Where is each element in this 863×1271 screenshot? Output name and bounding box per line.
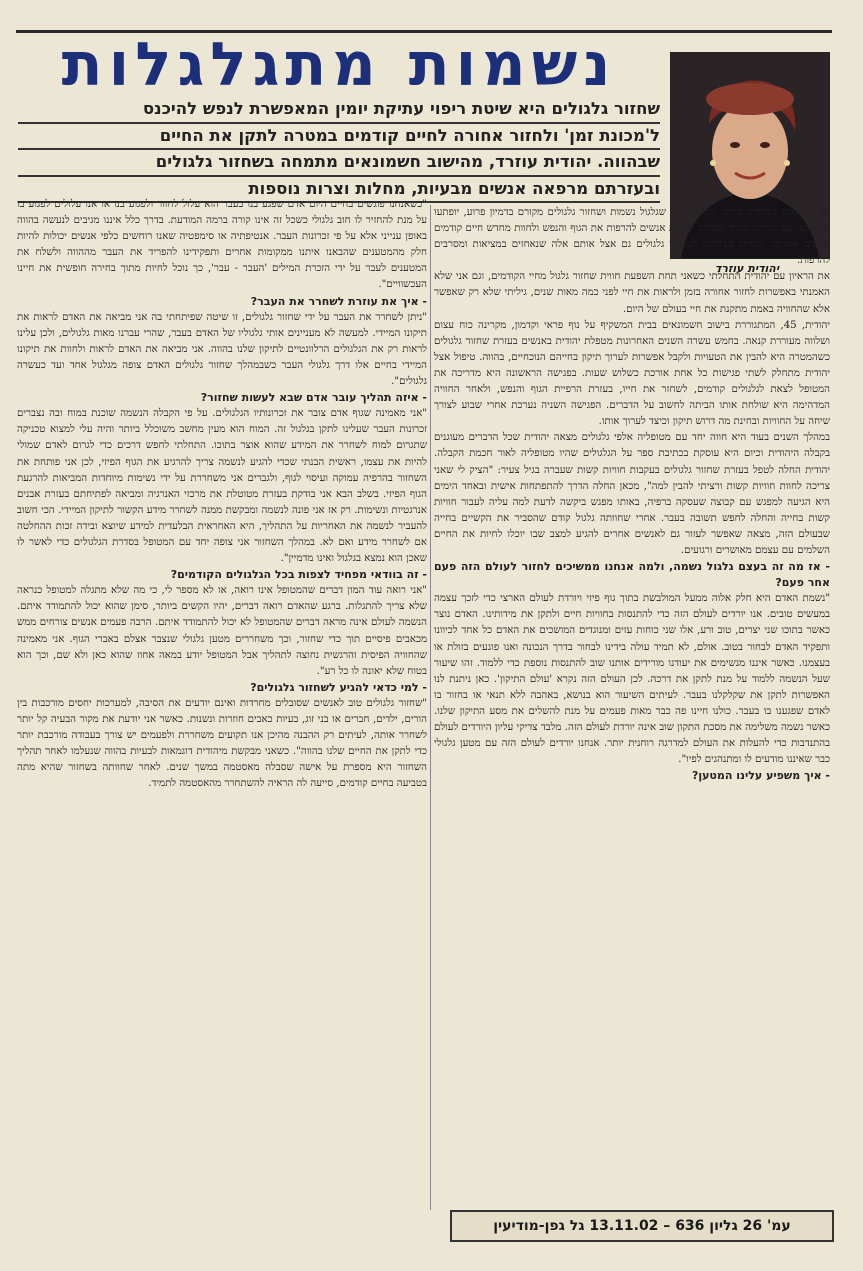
paragraph: גם הספקנים הגדולים ביותר שמשוכנעים שגלגול נשמות ושחזור גלגולים מקורם בדמיון פרוע, יופתעו כשיפגשו עם יהודית עוזרד שעזרה למאות אנשים להרפות את הגוף והנפש ולחוות מחדש חיים קודמים בזמנים אחרים. יהודית מצליחה לשחזור גלגולים גם אצל אותם אלה שנאחזים במציאות ומסרבים להרפות. bbox=[434, 207, 830, 267]
paragraph: "שחזור גלגולים טוב לאנשים שסובלים מחרדות ואינם יודעים את הסיבה, למערכות יחסים מורכבות בין הורים, ילדים, חברים או בני זוג, בעיות כאבים חוזרות ונשנות. כאשר אני יודעת את מקור הבעיה קל יותר לשחרר אותה, לעיתים רק ההבנה מהיכן אנו תקועים משחררת ולפעמים יש צורך בעבודה מורכבת יותר כדי לתקן את החיים שלנו בהווה". כשאני מבקשת מיהודית דוגמאות לבעיות בהווה שנעלמו לאחר תהליך השחזור היא מספרת על אישה שסבלה מאסטמה במשך שנים. לאחר שחוותה בשחזור שהיא מתה בטביעה בחיים קודמים, סייעה לה הראיה להשתחרר מהאסטמה לתמיד. bbox=[17, 697, 427, 790]
deck-line: שחזור גלגולים היא שיטת ריפוי עתיקת יומין המאפשרת לנפש להיכנס bbox=[18, 97, 660, 124]
page-footer: עמ' 26 גליון 636 – 13.11.02 גל גפן-מודיעין bbox=[450, 1210, 834, 1242]
paragraph: "ניתן לשחרר את העבר על ידי שחזור גלגולים, זו שיטה שפיתחתי בה אני מביאה את האדם לראות את תיקונו המיידי. למעשה לא מעניינים אותי גלגוליו של האדם בעבר, שהרי עברנו מאות גלגולים, ולכן עלינו לראות רק את הגלגולים הרלוונטיים לתיקון שלנו בהווה. אני מביאה את האדם לראות ולחוות את תיקונו המיידי בחיים אלו דרך גלגולי העבר כשבמהלך שחזור גלגולים האדם צופה מגלגול אחד ועד כעשרה גלגולים". bbox=[17, 311, 427, 388]
paragraph: "נשמת האדם היא חלק אלוה ממעל המולבשת בתוך גוף פיזי ויורדת לעולם הארצי כדי לזכך עצמה במעשים טובים. אנו יורדים לעולם הזה כדי להתנסות בחוויות חיים ולתקן את מידותינו. האדם נוצר כאשר בתוכו שני יצרים, טוב ורע, אלו שני כוחות עזים ומנוגדים המושכים את האדם כל אחד לכיוונו ותפקיד האדם לבחור בטוב. אולם, לא תמיד עולה בידינו לבחור בדרך הנכונה ואנו פוגעים בזולת או בעצמנו. כאשר איננו מגשימים את יעודנו מורידים אותנו שוב להתנסות נוספת כדי ללמוד. זהו שיעור שעל הנשמה ללמוד על מנת לתקן את דרכה. לכן העולם הזה נקרא 'עולם התיקון'. כאן ניתנת לנו האפשרות לתקן את שקלקלנו בעבר. לעיתים השיעור הוא בנושא, באהבה ללא תנאי או בחזור בו לאדם שפגענו בו בעבר. כולנו חיינו פה כבר מאות פעמים על מנת להשלים את מסע התיקון שלנו. כאשר נשמה משלימה את מסכת התקון שוב אינה יורדת לעולם הזה. מלבד צדיקי עליון היורדים לעולם בהתנדבות כדי להעלות את העולם למדרגה רוחנית יותר. אנחנו יורדים לעולם הזה עם מטען גלגולי כבר שאיננו מודעים לו ומתנהגים לפיו". bbox=[434, 593, 830, 766]
paragraph: את הראיון עם יהודית התחלתי כשאני תחת השפעת חווית שחזור גלגול מחיי הקודמים, וגם אני שלא האמנתי באפשרות לחזור אחורה בזמן ולראות את חיי לפני כמה מאות שנים, גיליתי שלא רק שאפשר אלא שהחוויה באמת מתקנת את חיי בעולם של היום. bbox=[434, 271, 830, 315]
interview-question: - אז מה זה בעצם גלגול נשמה, ולמה אנחנו ממשיכים לחזור לעולם הזה פעם אחר פעם? bbox=[434, 560, 830, 590]
photo-caption: יהודית עוזרד bbox=[714, 262, 780, 275]
paragraph: "אני מאמינה שגוף אדם צובר את זכרונותיו הגלגולים. על פי הקבלה הנשמה שוכנת במוח ובה נצברים זכרונות העבר שעלינו לתקן בגלגול זה. המוח הוא מעין מחשב משוכלל ביותר והיה עלי למצוא טכניקה שתגרום למוח לשחרר את המידע שהוא אוצר בתוכו. התחלתי לחפש דרכים כדי לגרום לאדם שמולי להיות את עצמו, ראשית הבנתי שכדי להגיע לנשמה צריך להרגיע את הגוף הפיזי, לכן אני פותחת את השחזור בהרפיה עמוקה ועיסוי לגוף, ולגברים אני משחררת על ידי נשימות מיוחדות המביאות להרגעת הגוף הפיזי. בשלב הבא אני בודקת בעזרת מטוטלת את מרכזי האנרגיה ומביאה לפתיחתם בעזרת אבנים אנרגטיות ונשימות. רק אז אני פונה לנשמה ומבקשת ממנה לשחרר מידע הקשור לתיקון המיידי. הכי חשוב להעביר לנשמה את האחריות על התהליך, היא האחראית הבלעדית למידע שיוצא ובידה זכות ההחלטה אם לשחרר מידע ואם לא. במהלך השחזור אני צופה יחד עם המטופל בסדרת הגלגולים כדי לאשר לו שאכן הוא נמצא בגלגול ואינו מדמיין". bbox=[17, 408, 427, 565]
article-column-left bbox=[17, 197, 427, 1202]
top-rule bbox=[16, 30, 832, 33]
interview-question: - זה בוודאי מפחיד לצפות בכל הגלגולים הקודמים? bbox=[170, 568, 427, 582]
article-deck bbox=[18, 97, 660, 197]
headline: נשמות מתגלגלות bbox=[61, 34, 617, 96]
deck-line: ובעזרתם מרפאה אנשים מבעיות, מחלות וצרות נוספות bbox=[18, 177, 660, 204]
deck-line: שבהווה. יהודית עוזרד, מהישוב חשמונאים מתמחה בשחזור גלגולים bbox=[18, 150, 660, 177]
article-column-right bbox=[434, 205, 830, 1210]
paragraph: "כשאנחנו פוגשים בחיים היום אדם שפגע בנו בעבר הוא עלול לחזור ולפגוע בנו או אנו עלולים לפגוע בו על מנת להחזיר לו חוב גלגולי כשכל זה אינו קורה ברמה המודעת. בדרך כלל איננו מגיבים לנעשה בהווה באופן ענייני אלא על פי זכרונות העבר. אנטיפתיה או סימפטיה שאנו רוחשים כלפי אנשים יכולות להיות חלק מהמטענים שהבאנו איתנו ממקומות אחרים ותפקידינו להפריד את העבר מההווה ולשלח את המטענים לעבר על ידי הזכרת המילים 'העבר - עבר', כך נוכל לחיות מתוך בחירה חופשית את חיינו העכשוויים". bbox=[17, 199, 427, 291]
deck-line: ל'מכונת זמן' ולחזור אחורה לחיים קודמים במטרה לתקן את החיים bbox=[18, 124, 660, 151]
paragraph: "אני רואה עוד המון דברים שהמטופל אינו רואה, או לא מספר לי, כי מה שלא מתגלה למטופל כנראה שלא צריך להתגלות. ברגע שהאדם רואה דברים, יהיו הקשים ביותר, סימן שהוא יכול להתמודד איתם. הנשמה לעולם אינה מראה דברים שהמטופל לא יכול להתמודד איתם. הרבה פעמים אנשים צורחים ממש מכאבים פיסיים תוך כדי שחזור, וכך משחררים מטען גלגולי שנצבר אצלם באברי הגוף. אני מאמינה שהחוויה הפיסית והרגשית נחוצה לתהליך אבל המטופל יודע במאה אחוז שהוא כאן ולא שם, וכך הוא בטוח שלא יאונה לו כל רע". bbox=[17, 585, 427, 677]
paragraph: יהודית, 45, המתגוררת בישוב חשמונאים בבית המשקיף על נוף פראי וקדמון, מקרינה כוח עצום ושלווה מעוררת קנאה. בחמש עשרה השנים האחרונות מטפלת יהודית באנשים בעזרת שחזור גלגולים כשהמטרה היא להבין את הטעויות ולקבל אפשרות לערוך תיקון בחייהם הנוכחיים, בהווה. טיפול אצל יהודית מתחלק לשתי פגישות כל אחת אורכת כשלוש שעות. בפגישה הראשונה היא מדריכה את המטופל לצאת לגלגולים קודמים, לשחזר את חייו, בעזרת הרפיית הגוף והנפש, ולאחר החוויה המדהימה היא שולחת אותו הביתה לחשוב על הדברים. הפגישה השניה נערכת אחרי שבוע לצורך שיחה על החוויות ובחינת מה דרוש תיקון וכיצד לערוך אותו. bbox=[434, 319, 830, 428]
column-divider bbox=[430, 205, 431, 1210]
interview-question: - איך את עוזרת לשחרר את העבר? bbox=[250, 294, 427, 308]
interview-question: - למי כדאי להגיע לשחזור גלגולים? bbox=[250, 680, 427, 694]
paragraph: במהלך השנים בעוד היא חווה יחד עם מטופליה אלפי גלגולים מצאה יהודית שכל הדברים מעוגנים בקבלה היהודית וכיום היא עוסקת בכתיבת ספר על הגלגולים שהיו מטופליה לאור חכמת הקבלה. יהודית החלה לטפל בעזרת שחזור גלגולים בעקבות חוויות קשות שעברה בגיל צעיר: "הציק לי שאני צריכה לחוות חוויות קשות ורציתי להבין למה", מכאן החלה הדרך להתפתחות אישית ובאחד הימים היא הגיעה למפגש עם קבוצה שעסקה ברפיה, באותו מפגש ביקשה לדעת למה עליה לעבור חוויות קשות בחייה והחלה לחפש תשובה בעבר. אחרי שחוותה גלגול קודם שהסביר את הקשיים בחייה שבעולם הזה, מצאה שאפשר לעזור גם לאנשים אחרים להגיע למצב שבו יוכלו לחיות את החיים השלמים עם עצמם מאושרים ורגועים. bbox=[434, 432, 830, 556]
interview-question: - איזה תהליך עובר אדם שבא לעשות שחזור? bbox=[200, 391, 427, 405]
interview-question: - איך משפיע עלינו המטען? bbox=[691, 769, 830, 783]
